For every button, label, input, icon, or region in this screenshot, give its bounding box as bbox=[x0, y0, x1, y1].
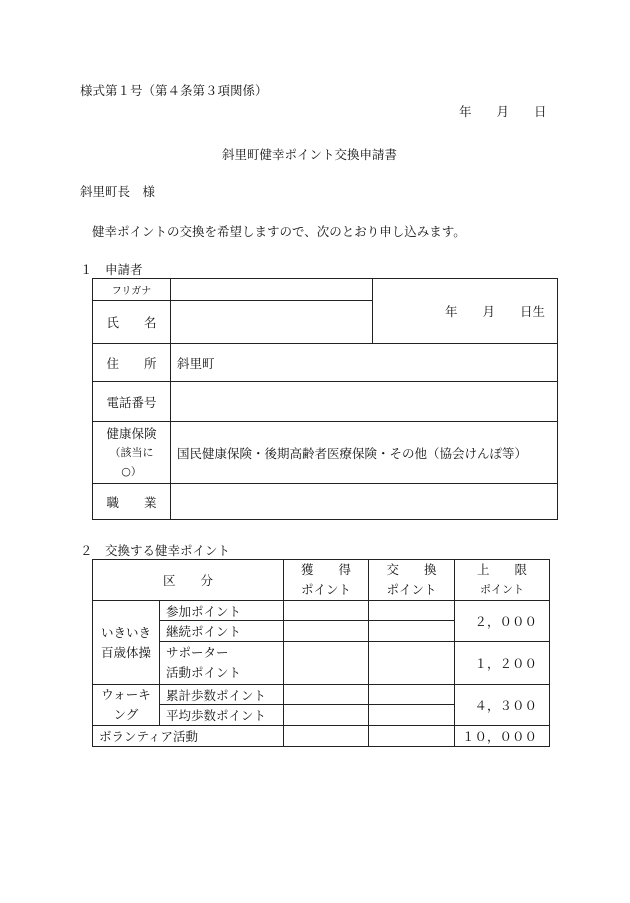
limit-walking: ４，３００ bbox=[455, 685, 550, 726]
job-field[interactable] bbox=[171, 484, 558, 520]
furigana-field[interactable] bbox=[171, 279, 373, 301]
phone-field[interactable] bbox=[171, 382, 558, 422]
exchange-supporter-field[interactable] bbox=[369, 642, 455, 685]
earned-cumulative-field[interactable] bbox=[284, 685, 369, 705]
col-header-category: 区 分 bbox=[93, 560, 284, 601]
insurance-label: 健康保険 bbox=[106, 426, 157, 441]
group-walking bbox=[93, 685, 160, 726]
group-ikiiki bbox=[93, 601, 160, 685]
col-header-exchange-2: ポイント bbox=[386, 582, 437, 597]
earned-continuation-field[interactable] bbox=[284, 621, 369, 642]
col-header-earned bbox=[284, 560, 369, 601]
address-field[interactable]: 斜里町 bbox=[171, 344, 558, 382]
insurance-options[interactable]: 国民健康保険・後期高齢者医療保険・その他（協会けんぽ等） bbox=[171, 422, 558, 484]
col-header-earned-2: ポイント bbox=[301, 582, 352, 597]
applicant-table bbox=[92, 278, 558, 520]
insurance-note-1: （該当に bbox=[109, 446, 154, 459]
earned-participation-field[interactable] bbox=[284, 601, 369, 621]
col-header-exchange bbox=[369, 560, 455, 601]
earned-average-field[interactable] bbox=[284, 705, 369, 726]
group-walking-1: ウォーキ bbox=[101, 687, 151, 702]
limit-ikiiki-1: ２，０００ bbox=[455, 601, 550, 642]
document-title: 斜里町健幸ポイント交換申請書 bbox=[222, 147, 398, 162]
item-continuation: 継続ポイント bbox=[160, 621, 284, 642]
name-field[interactable] bbox=[171, 301, 373, 344]
insurance-note-2: ○） bbox=[121, 465, 142, 478]
exchange-average-field[interactable] bbox=[369, 705, 455, 726]
col-header-exchange-1: 交 換 bbox=[386, 562, 437, 577]
addressee: 斜里町長 様 bbox=[80, 184, 156, 199]
item-supporter-2: 活動ポイント bbox=[166, 665, 242, 680]
exchange-continuation-field[interactable] bbox=[369, 621, 455, 642]
item-supporter-1: サポーター bbox=[166, 645, 229, 660]
group-ikiiki-2: 百歳体操 bbox=[100, 644, 151, 660]
limit-volunteer: １０，０００ bbox=[455, 726, 550, 747]
col-header-limit bbox=[455, 560, 550, 601]
furigana-label: フリガナ bbox=[93, 279, 171, 301]
form-label: 様式第１号（第４条第３項関係） bbox=[80, 83, 268, 98]
exchange-cumulative-field[interactable] bbox=[369, 685, 455, 705]
section1-heading: １ 申請者 bbox=[80, 262, 143, 277]
exchange-participation-field[interactable] bbox=[369, 601, 455, 621]
col-header-limit-2: ポイント bbox=[480, 583, 525, 596]
group-walking-2: ング bbox=[113, 707, 139, 722]
group-ikiiki-1: いきいき bbox=[100, 624, 151, 640]
phone-label: 電話番号 bbox=[93, 382, 171, 422]
item-participation: 参加ポイント bbox=[160, 601, 284, 621]
birth-date-field[interactable]: 年 月 日生 bbox=[373, 279, 558, 344]
address-label: 住 所 bbox=[93, 344, 171, 382]
exchange-volunteer-field[interactable] bbox=[369, 726, 455, 747]
item-cumulative-steps: 累計歩数ポイント bbox=[160, 685, 284, 705]
earned-volunteer-field[interactable] bbox=[284, 726, 369, 747]
points-table bbox=[92, 559, 550, 747]
col-header-earned-1: 獲 得 bbox=[301, 562, 352, 577]
job-label: 職 業 bbox=[93, 484, 171, 520]
insurance-label-cell bbox=[93, 422, 171, 484]
item-volunteer: ボランティア活動 bbox=[93, 726, 284, 747]
item-average-steps: 平均歩数ポイント bbox=[160, 705, 284, 726]
intro-text: 健幸ポイントの交換を希望しますので、次のとおり申し込みます。 bbox=[92, 224, 466, 239]
earned-supporter-field[interactable] bbox=[284, 642, 369, 685]
item-supporter bbox=[160, 642, 284, 685]
col-header-limit-1: 上 限 bbox=[477, 562, 528, 577]
limit-supporter: １，２００ bbox=[455, 642, 550, 685]
name-label: 氏 名 bbox=[93, 301, 171, 344]
date-line: 年 月 日 bbox=[459, 104, 547, 119]
section2-heading: ２ 交換する健幸ポイント bbox=[80, 543, 231, 558]
